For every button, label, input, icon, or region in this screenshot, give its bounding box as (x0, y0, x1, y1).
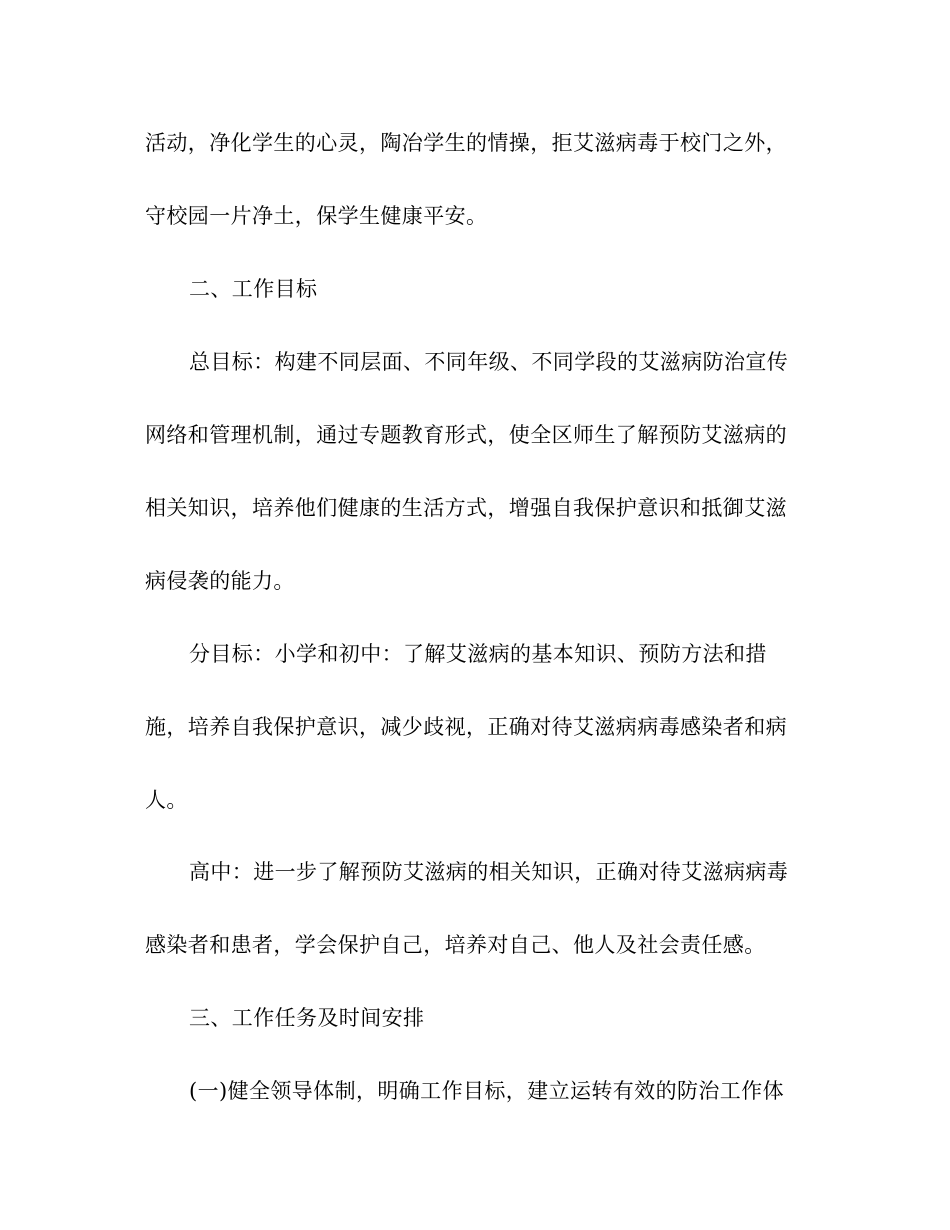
section-heading: 二、工作目标 (189, 277, 318, 301)
paragraph-line: 感染者和患者，学会保护自己，培养对自己、他人及社会责任感。 (145, 933, 766, 957)
paragraph-line: 高中：进一步了解预防艾滋病的相关知识，正确对待艾滋病病毒 (189, 860, 789, 884)
section-heading: 三、工作任务及时间安排 (189, 1006, 425, 1030)
paragraph-line: 分目标：小学和初中：了解艾滋病的基本知识、预防方法和措 (189, 642, 767, 666)
paragraph-line: 活动，净化学生的心灵，陶冶学生的情操，拒艾滋病毒于校门之外， (145, 131, 787, 155)
paragraph-line: 总目标：构建不同层面、不同年级、不同学段的艾滋病防治宣传 (189, 350, 789, 374)
paragraph-line: 相关知识，培养他们健康的生活方式，增强自我保护意识和抵御艾滋 (145, 496, 787, 520)
paragraph-line: 守校园一片净土，保学生健康平安。 (145, 204, 488, 228)
paragraph-line: 人。 (145, 788, 188, 812)
paragraph-line: (一)健全领导体制，明确工作目标，建立运转有效的防治工作体 (189, 1079, 784, 1103)
paragraph-line: 网络和管理机制，通过专题教育形式，使全区师生了解预防艾滋病的 (145, 423, 787, 447)
paragraph-line: 病侵袭的能力。 (145, 569, 295, 593)
paragraph-line: 施，培养自我保护意识，减少歧视，正确对待艾滋病病毒感染者和病 (145, 715, 787, 739)
